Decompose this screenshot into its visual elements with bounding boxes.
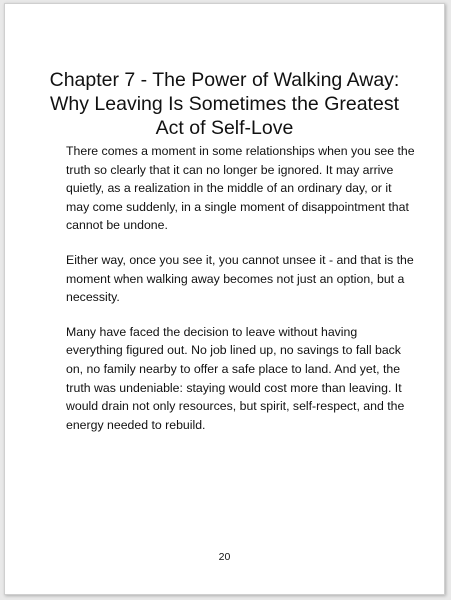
text-line: truth so clearly that it can no longer be ignored. It may arrive — [66, 162, 394, 177]
text-line: moment when walking away becomes not just an option, but a — [66, 271, 405, 286]
chapter-title-line: Why Leaving Is Sometimes the Greatest — [50, 93, 399, 115]
chapter-title — [25, 68, 424, 140]
text-line: Either way, once you see it, you cannot unsee it - and that is the — [66, 252, 414, 267]
text-line: cannot be undone. — [66, 218, 168, 233]
text-line: would drain not only resources, but spirit, self-respect, and the — [66, 399, 405, 414]
text-line: Many have faced the decision to leave without having — [66, 324, 358, 339]
text-line: on, no family nearby to offer a safe place to land. And yet, the — [66, 361, 401, 376]
text-line: everything figured out. No job lined up, no savings to fall back — [66, 343, 401, 358]
page-number: 20 — [218, 551, 231, 563]
document-page — [4, 3, 445, 595]
text-line: There comes a moment in some relationships when you see the — [66, 144, 415, 158]
text-line: energy needed to rebuild. — [66, 417, 206, 432]
chapter-title-line: Act of Self-Love — [155, 117, 294, 139]
paragraph — [66, 142, 415, 235]
paragraph — [66, 251, 414, 307]
text-line: quietly, as a realization in the middle of an ordinary day, or it — [66, 181, 392, 196]
text-line: truth was undeniable: staying would cost more than leaving. It — [66, 380, 402, 395]
paragraph — [66, 323, 406, 435]
chapter-title-line: Chapter 7 - The Power of Walking Away: — [49, 69, 400, 91]
chapter-body — [66, 142, 415, 450]
text-line: necessity. — [66, 290, 120, 305]
text-line: may come suddenly, in a single moment of disappointment that — [66, 199, 409, 214]
